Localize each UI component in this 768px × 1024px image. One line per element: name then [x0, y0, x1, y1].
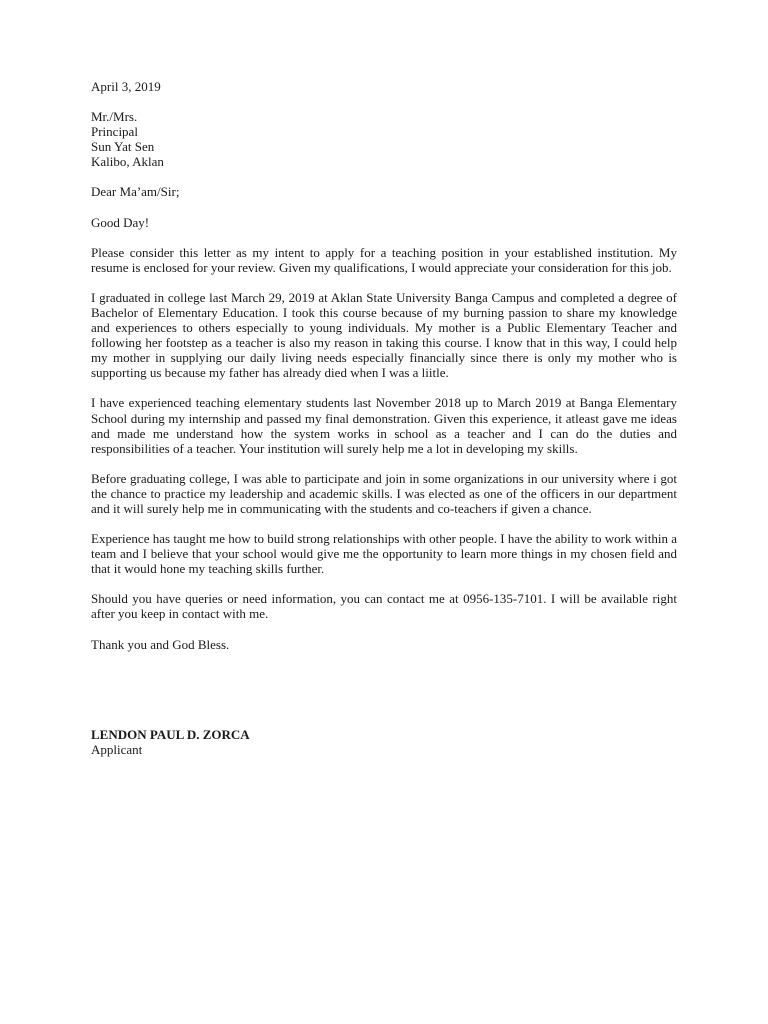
recipient-line: Principal [91, 124, 138, 140]
closing-line: Thank you and God Bless. [91, 636, 230, 652]
recipient-line: Sun Yat Sen [91, 139, 155, 155]
body-paragraph: Should you have queries or need information, you can contact me at 0956-135-7101. I will be available right after you keep in contact with me. [91, 591, 677, 622]
body-paragraph: I have experienced teaching elementary students last November 2018 up to March 2019 at Banga Elementary School during my internship and passed my final demonstration. Given this experience, it atleast gave me ideas and made me understand how the system works in school as a teacher and I can do the duties and responsibilities of a teacher. Your institution will surely help me a lot in developing my skills. [91, 395, 677, 456]
signer-name: LENDON PAUL D. ZORCA [91, 726, 250, 742]
body-paragraph: Experience has taught me how to build strong relationships with other people. I have the ability to work within a team and I believe that your school would give me the opportunity to learn more things in my chosen field and that it would hone my teaching skills further. [91, 531, 677, 577]
salutation: Dear Ma’am/Sir; [91, 184, 180, 200]
body-paragraph: Please consider this letter as my intent to apply for a teaching position in your established institution. My resume is enclosed for your review. Given my qualifications, I would appreciate your consideration for this job. [91, 244, 677, 275]
signer-title: Applicant [91, 741, 143, 757]
body-paragraph: I graduated in college last March 29, 2019 at Aklan State University Banga Campus and completed a degree of Bachelor of Elementary Education. I took this course because of my burning passion to share my knowledge and experiences to others especially to young individuals. My mother is a Public Elementary Teacher and following her footstep as a teacher is also my reason in taking this course. I know that in this way, I could help my mother in supplying our daily living needs especially financially since there is only my mother who is supporting us because my father has already died when I was a liitle. [91, 289, 677, 381]
recipient-line: Mr./Mrs. [91, 109, 138, 125]
greeting: Good Day! [91, 214, 150, 230]
body-paragraph: Before graduating college, I was able to participate and join in some organizations in our university where i got the chance to practice my leadership and academic skills. I was elected as one of the officers in our department and it will surely help me in communicating with the students and co-teachers if given a chance. [91, 470, 677, 516]
signature-block [91, 727, 677, 757]
recipient-address [91, 109, 677, 169]
cover-letter [91, 79, 677, 757]
letter-date: April 3, 2019 [91, 79, 161, 94]
recipient-line: Kalibo, Aklan [91, 154, 164, 170]
